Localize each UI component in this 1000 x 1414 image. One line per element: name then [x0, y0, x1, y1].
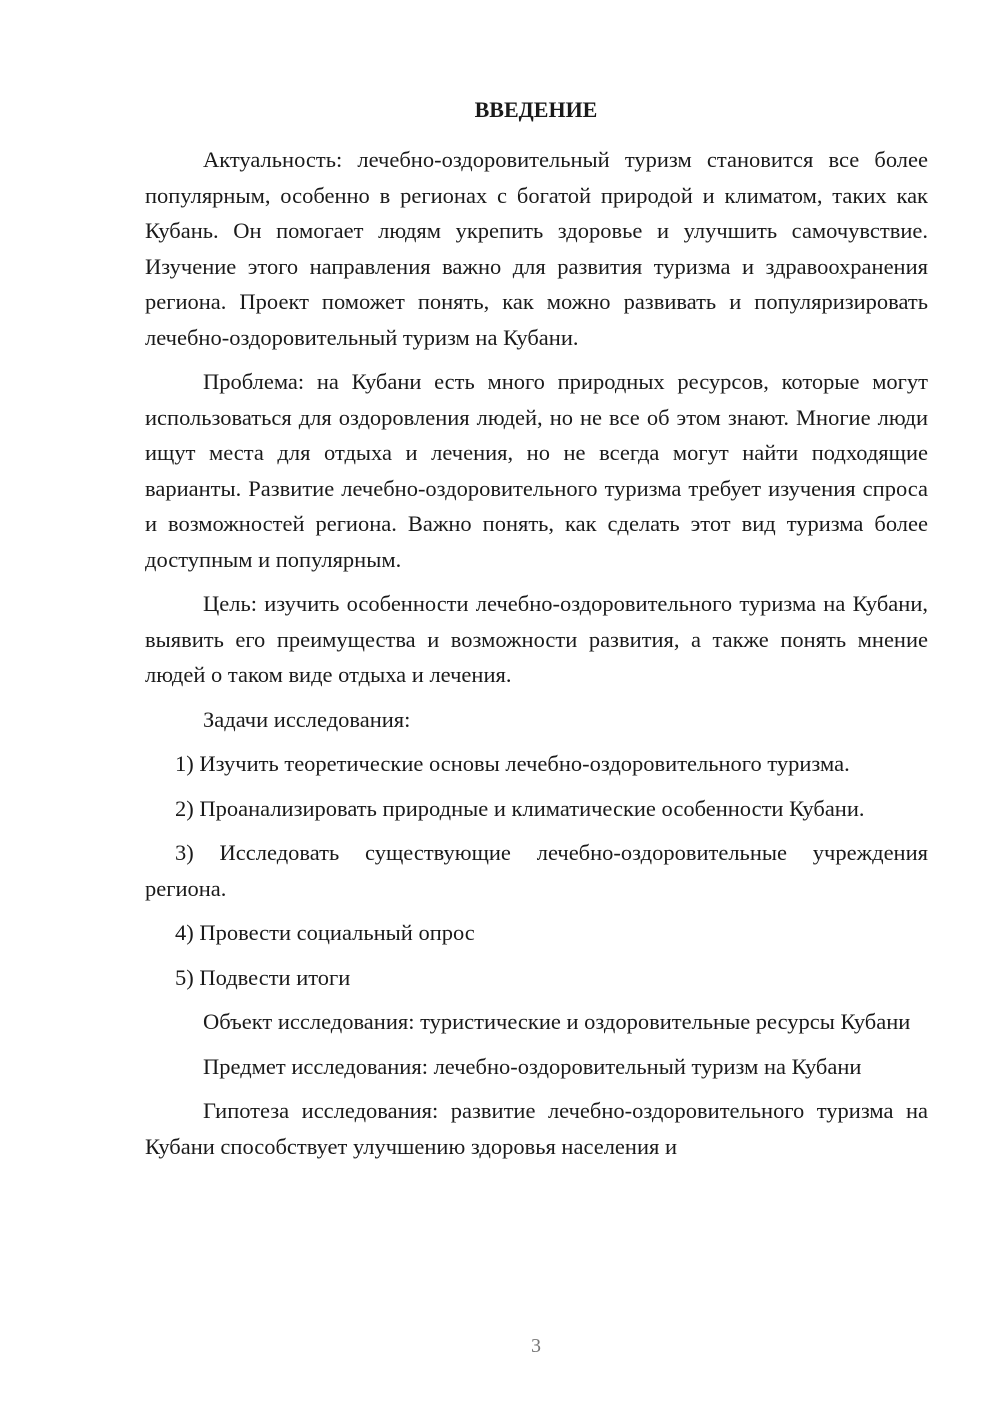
object-paragraph: Объект исследования: туристические и оздоровительные ресурсы Кубани [203, 1009, 911, 1034]
task-item: 3) Исследовать существующие лечебно-оздоровительные учреждения региона. [145, 840, 928, 901]
subject-paragraph: Предмет исследования: лечебно-оздоровительный туризм на Кубани [203, 1053, 862, 1079]
task-item: 2) Проанализировать природные и климатические особенности Кубани. [175, 795, 865, 821]
relevance-paragraph: Актуальность: лечебно-оздоровительный туризм становится все более популярным, особенно в регионах с богатой природой и климатом, таких как Кубань. Он помогает людям укрепить здоровье и улучшить самочувствие. Изучение этого направления важно для развития туризма и здравоохранения региона. Проект поможет понять, как можно развивать и популяризировать лечебно-оздоровительный туризм на Кубани. [145, 147, 928, 350]
hypothesis-paragraph: Гипотеза исследования: развитие лечебно-оздоровительного туризма на Кубани способствует улучшению здоровья населения и [145, 1098, 928, 1159]
task-item: 5) Подвести итоги [175, 964, 351, 990]
tasks-heading: Задачи исследования: [203, 706, 411, 732]
task-item: 4) Провести социальный опрос [175, 920, 475, 945]
task-item: 1) Изучить теоретические основы лечебно-оздоровительного туризма. [175, 751, 850, 776]
problem-paragraph: Проблема: на Кубани есть много природных ресурсов, которые могут использоваться для оздоровления людей, но не все об этом знают. Многие люди ищут места для отдыха и лечения, но не всегда могут найти подходящие варианты. Развитие лечебно-оздоровительного туризма требует изучения спроса и возможностей региона. Важно понять, как сделать этот вид туризма более доступным и популярным. [145, 369, 928, 572]
section-title: ВВЕДЕНИЕ [474, 97, 598, 122]
goal-paragraph: Цель: изучить особенности лечебно-оздоровительного туризма на Кубани, выявить его преимущества и возможности развития, а также понять мнение людей о таком виде отдыха и лечения. [145, 591, 928, 687]
document-body [145, 142, 928, 1164]
page-number: 3 [531, 1335, 541, 1357]
